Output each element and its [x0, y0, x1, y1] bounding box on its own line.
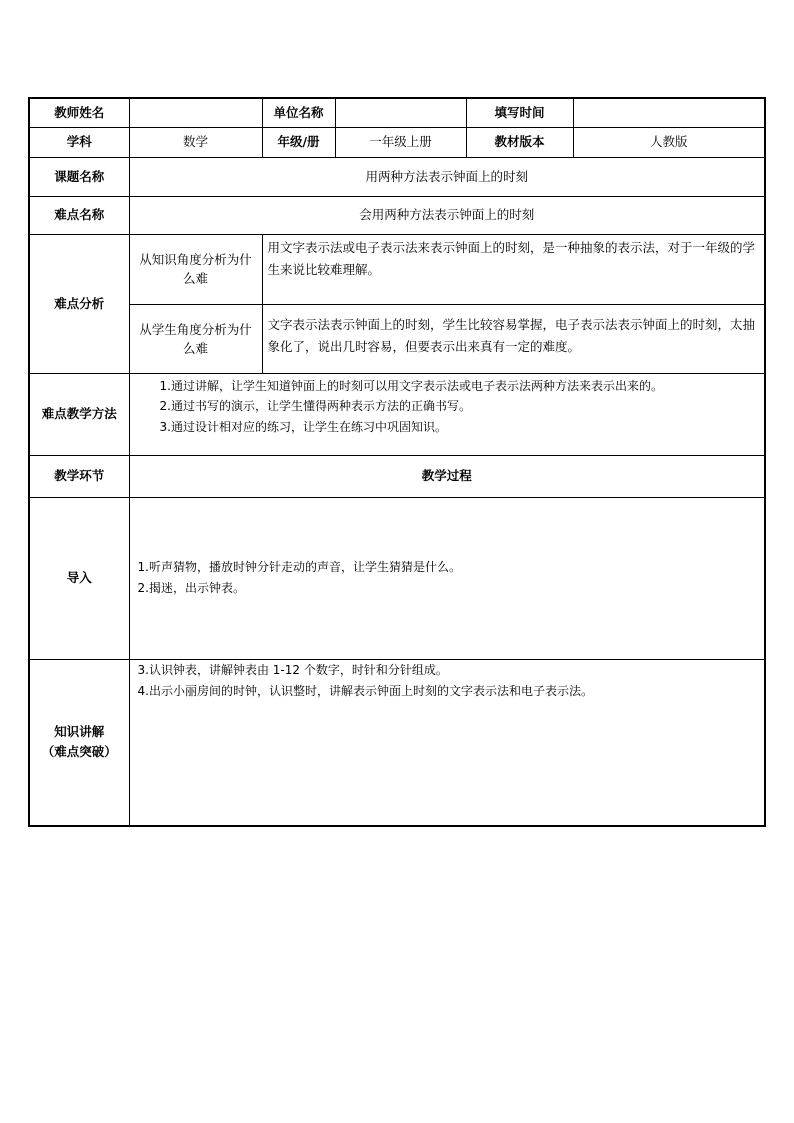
knowledge-angle-label: 从知识角度分析为什么难 — [129, 234, 262, 304]
knowledge-item: 4.出示小丽房间的时钟，认识整时，讲解表示钟面上时刻的文字表示法和电子表示法。 — [137, 683, 593, 698]
methods-row — [29, 373, 765, 455]
topic-row — [29, 157, 765, 196]
intro-item: 2.揭迷，出示钟表。 — [137, 581, 245, 595]
methods-label: 难点教学方法 — [29, 373, 129, 455]
subject-value: 数学 — [129, 127, 262, 157]
unit-name-value — [335, 98, 466, 127]
info-row-1 — [29, 98, 765, 127]
knowledge-content — [129, 659, 765, 826]
analysis-row-knowledge — [29, 234, 765, 304]
teaching-stage-header: 教学环节 — [29, 455, 129, 497]
intro-item: 1.听声猜物，播放时钟分针走动的声音，让学生猜猜是什么。 — [137, 560, 461, 574]
difficulty-row — [29, 196, 765, 234]
teaching-process-header: 教学过程 — [129, 455, 765, 497]
teacher-name-value — [129, 98, 262, 127]
knowledge-label-line1: 知识讲解 — [54, 724, 105, 740]
topic-label: 课题名称 — [29, 157, 129, 196]
grade-label: 年级/册 — [262, 127, 335, 157]
intro-label: 导入 — [29, 497, 129, 659]
lesson-plan-table — [28, 97, 766, 827]
knowledge-item: 3.认识钟表，讲解钟表由 1-12 个数字，时针和分针组成。 — [137, 662, 448, 677]
analysis-row-student — [29, 304, 765, 373]
methods-list — [129, 373, 765, 455]
process-header-row — [29, 455, 765, 497]
intro-content — [129, 497, 765, 659]
knowledge-label-line2: （难点突破） — [41, 744, 117, 760]
knowledge-angle-text: 用文字表示法或电子表示法来表示钟面上的时刻，是一种抽象的表示法，对于一年级的学生来说比较难理解。 — [262, 234, 765, 304]
fill-date-value — [573, 98, 765, 127]
knowledge-row — [29, 659, 765, 826]
topic-value: 用两种方法表示钟面上的时刻 — [129, 157, 765, 196]
fill-date-label: 填写时间 — [466, 98, 573, 127]
info-row-2 — [29, 127, 765, 157]
edition-value: 人教版 — [573, 127, 765, 157]
lesson-plan-sheet — [28, 97, 764, 827]
unit-name-label: 单位名称 — [262, 98, 335, 127]
edition-label: 教材版本 — [466, 127, 573, 157]
knowledge-label — [29, 659, 129, 826]
difficulty-value: 会用两种方法表示钟面上的时刻 — [129, 196, 765, 234]
student-angle-label: 从学生角度分析为什么难 — [129, 304, 262, 373]
analysis-label: 难点分析 — [29, 234, 129, 373]
method-item: 2.通过书写的演示，让学生懂得两种表示方法的正确书写。 — [159, 399, 471, 413]
teacher-name-label: 教师姓名 — [29, 98, 129, 127]
method-item: 3.通过设计相对应的练习，让学生在练习中巩固知识。 — [159, 419, 447, 434]
method-item: 1.通过讲解，让学生知道钟面上的时刻可以用文字表示法或电子表示法两种方法来表示出来的。 — [159, 378, 663, 393]
subject-label: 学科 — [29, 127, 129, 157]
grade-value: 一年级上册 — [335, 127, 466, 157]
difficulty-label: 难点名称 — [29, 196, 129, 234]
intro-row — [29, 497, 765, 659]
student-angle-text: 文字表示法表示钟面上的时刻，学生比较容易掌握，电子表示法表示钟面上的时刻，太抽象化了，说出几时容易，但要表示出来真有一定的难度。 — [262, 304, 765, 373]
